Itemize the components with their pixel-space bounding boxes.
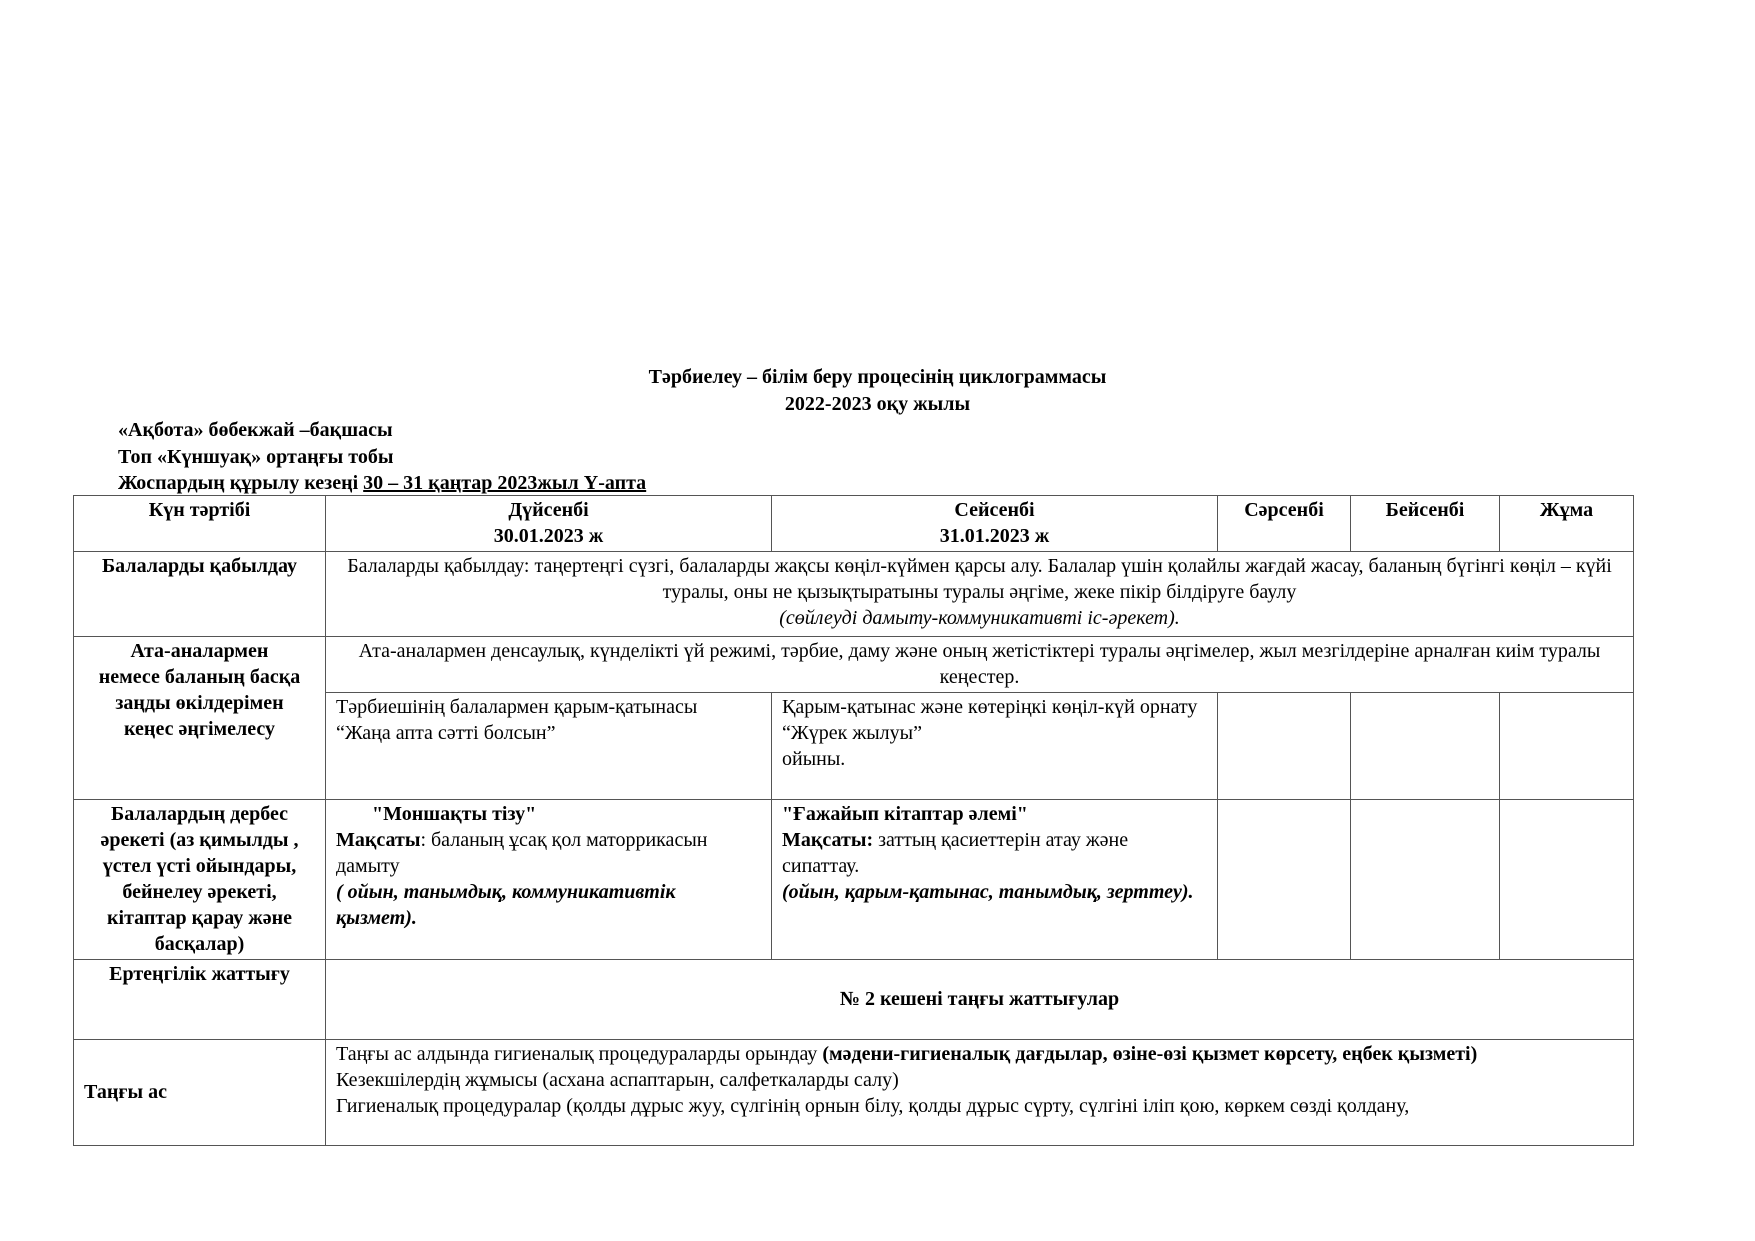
group-name: Топ «Күншуақ» ортаңғы тобы [118,446,394,468]
plan-period-value: 30 – 31 қаңтар 2023жыл Ү-апта [363,472,647,494]
cyclogram-table [73,495,1634,1146]
independent-tuesday-goal: заттың қасиеттерін атау және сипаттау. [782,829,1129,877]
independent-monday-note: ( ойын, танымдық, коммуникативтік қызмет). [336,881,676,929]
col-header-tuesday [772,496,1218,552]
col-header-friday [1500,496,1634,552]
independent-thursday [1351,800,1500,960]
parents-tuesday-line1: Қарым-қатынас және көтеріңкі көңіл-күй орнату [782,696,1198,718]
parents-tuesday [772,693,1218,800]
independent-tuesday-note: (ойын, қарым-қатынас, танымдық, зерттеу). [782,881,1194,903]
reception-label: Балаларды қабылдау [101,555,298,577]
independent-friday [1500,800,1634,960]
reception-note: (сөйлеуді дамыту-коммуникативті іс-әрекет). [779,607,1180,629]
monday-label: Дүйсенбі [508,499,589,521]
row-label-parents [74,637,326,800]
parents-monday-line2: “Жаңа апта сәтті болсын” [336,722,556,744]
plan-period-label: Жоспардың құрылу кезеңі [118,472,364,494]
friday-label: Жұма [1539,499,1594,521]
breakfast-line1-bold: (мәдени-гигиеналық дағдылар, өзіне-өзі қызмет көрсету, еңбек қызметі) [822,1043,1478,1065]
page-title: Тәрбиелеу – білім беру процесінің циклограммасы [648,366,1107,388]
row-label-breakfast [74,1040,326,1146]
header-row [74,496,1634,552]
row-independent [74,800,1634,960]
row-label-exercise [74,960,326,1040]
independent-monday-title: "Моншақты тізу" [372,803,537,825]
thursday-label: Бейсенбі [1385,499,1465,521]
reception-text: Балаларды қабылдау: таңертеңгі сүзгі, балаларды жақсы көңіл-күймен қарсы алу. Балалар үшін қолайлы жағдай жасау, баланың бүгінгі көңіл – күйі туралы, оны не қызықтыратыны туралы әңгіме, жеке пікір білдіруге баулу [347,555,1612,603]
row-label-reception [74,552,326,637]
independent-tuesday-title: "Ғажайып кітаптар әлемі" [782,803,1028,825]
exercise-label: Ертеңгілік жаттығу [109,963,290,985]
tuesday-label: Сейсенбі [954,499,1035,521]
col-header-schedule [74,496,326,552]
independent-label: Балалардың дербес әрекеті (аз қимылды , үстел үсті ойындары, бейнелеу әрекеті, кітаптар қарау және басқалар) [100,803,299,955]
breakfast-line1: Таңғы ас алдында гигиеналық процедураларды орындау [336,1043,823,1065]
monday-date: 30.01.2023 ж [493,525,604,547]
row-parents-common [74,637,1634,693]
independent-monday-goal: : баланың ұсақ қол маторрикасын дамыту [336,829,708,877]
breakfast-line3: Гигиеналық процедуралар (қолды дұрыс жуу, сүлгінің орнын білу, қолды дұрыс сүрту, сүлгіні іліп қою, көркем сөзді қолдану, [336,1095,1410,1117]
reception-content [326,552,1634,637]
independent-monday-goal-label: Мақсаты [336,829,421,851]
col-header-wednesday [1218,496,1351,552]
breakfast-label: Таңғы ас [84,1081,167,1103]
exercise-text: № 2 кешені таңғы жаттығулар [839,988,1120,1010]
row-reception [74,552,1634,637]
row-label-independent [74,800,326,960]
col-header-schedule-label: Күн тәртібі [148,499,251,521]
parents-monday [326,693,772,800]
row-exercise [74,960,1634,1040]
parents-wednesday [1218,693,1351,800]
independent-tuesday-goal-label: Мақсаты: [782,829,874,851]
plan-period [118,470,646,496]
breakfast-line2: Кезекшілердің жұмысы (асхана аспаптарын, салфеткаларды салу) [336,1069,899,1091]
academic-year: 2022-2023 оқу жылы [784,393,971,415]
parents-tuesday-line3: ойыны. [782,748,846,770]
wednesday-label: Сәрсенбі [1244,499,1324,521]
tuesday-date: 31.01.2023 ж [939,525,1050,547]
parents-common [326,637,1634,693]
col-header-thursday [1351,496,1500,552]
parents-thursday [1351,693,1500,800]
col-header-monday [326,496,772,552]
parents-common-text: Ата-аналармен денсаулық, күнделікті үй режимі, тәрбие, даму және оның жетістіктері туралы әңгімелер, жыл мезгілдеріне арналған киім туралы кеңестер. [358,640,1601,688]
breakfast-content [326,1040,1634,1146]
kindergarten-name: «Ақбота» бөбекжай –бақшасы [118,419,393,441]
independent-wednesday [1218,800,1351,960]
parents-label: Ата-аналармен немесе баланың басқа заңды өкілдерімен кеңес әңгімелесу [98,640,301,740]
independent-tuesday [772,800,1218,960]
parents-tuesday-line2: “Жүрек жылуы” [782,722,922,744]
independent-monday [326,800,772,960]
parents-monday-line1: Тәрбиешінің балалармен қарым-қатынасы [336,696,698,718]
parents-friday [1500,693,1634,800]
row-breakfast [74,1040,1634,1146]
exercise-content [326,960,1634,1040]
